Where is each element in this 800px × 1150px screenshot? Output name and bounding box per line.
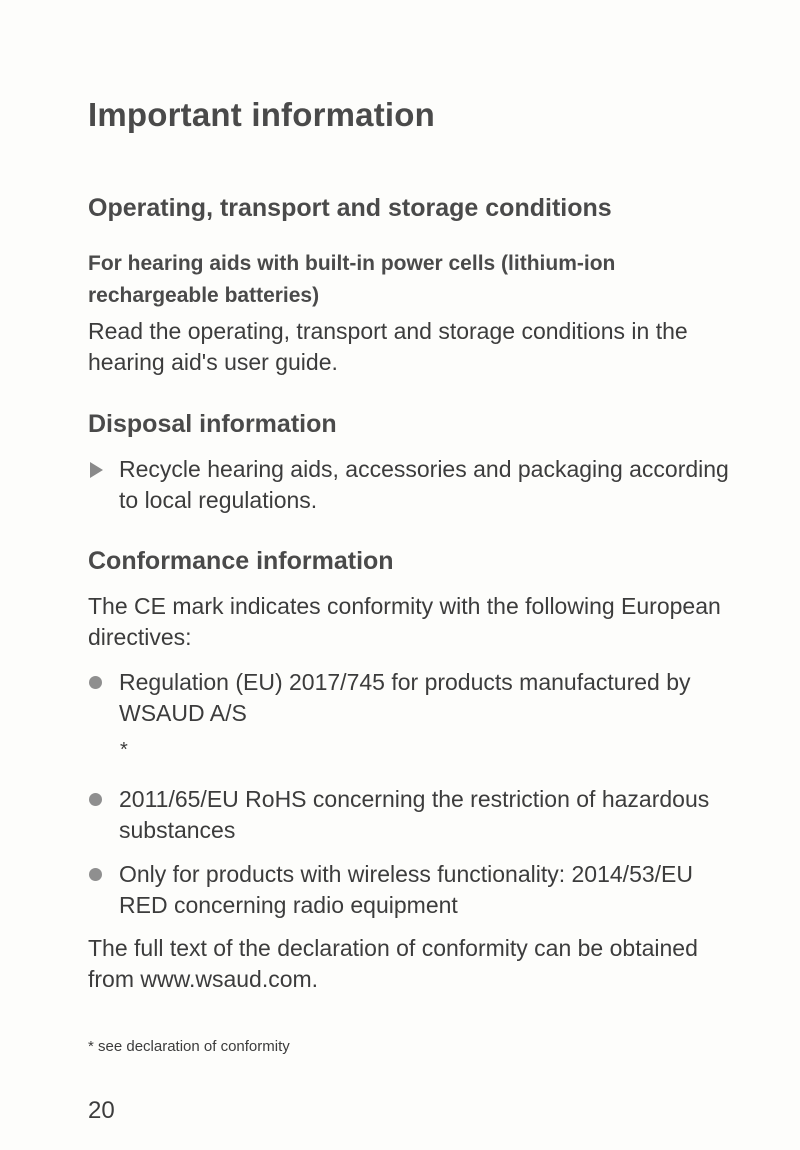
footnote: * see declaration of conformity <box>88 1038 290 1055</box>
asterisk-marker: * <box>120 739 128 761</box>
conformance-heading: Conformance information <box>88 547 394 575</box>
conformance-item-text: 2011/65/EU RoHS concerning the restriction of hazardous substances <box>119 786 710 843</box>
conformance-intro: The CE mark indicates conformity with the following European directives: <box>88 593 721 650</box>
conformance-item-text: Only for products with wireless functionality: 2014/53/EU RED concerning radio equipment <box>119 861 693 918</box>
dot-bullet-icon <box>88 859 118 890</box>
arrow-bullet-icon <box>88 454 118 485</box>
disposal-heading: Disposal information <box>88 410 337 438</box>
page-number: 20 <box>88 1097 115 1124</box>
conformance-item-text: Regulation (EU) 2017/745 for products manufactured by WSAUD A/S <box>119 669 691 726</box>
dot-bullet-icon <box>88 784 118 815</box>
operating-subheading: For hearing aids with built-in power cells (lithium-ion rechargeable batteries) <box>88 252 616 307</box>
operating-body: Read the operating, transport and storage conditions in the hearing aid's user guide. <box>88 318 688 375</box>
disposal-item-text: Recycle hearing aids, accessories and packaging according to local regulations. <box>119 456 729 513</box>
page-title: Important information <box>88 96 436 133</box>
dot-bullet-icon <box>88 667 118 698</box>
operating-heading: Operating, transport and storage conditions <box>88 194 612 222</box>
conformance-outro: The full text of the declaration of conformity can be obtained from www.wsaud.com. <box>88 935 698 992</box>
